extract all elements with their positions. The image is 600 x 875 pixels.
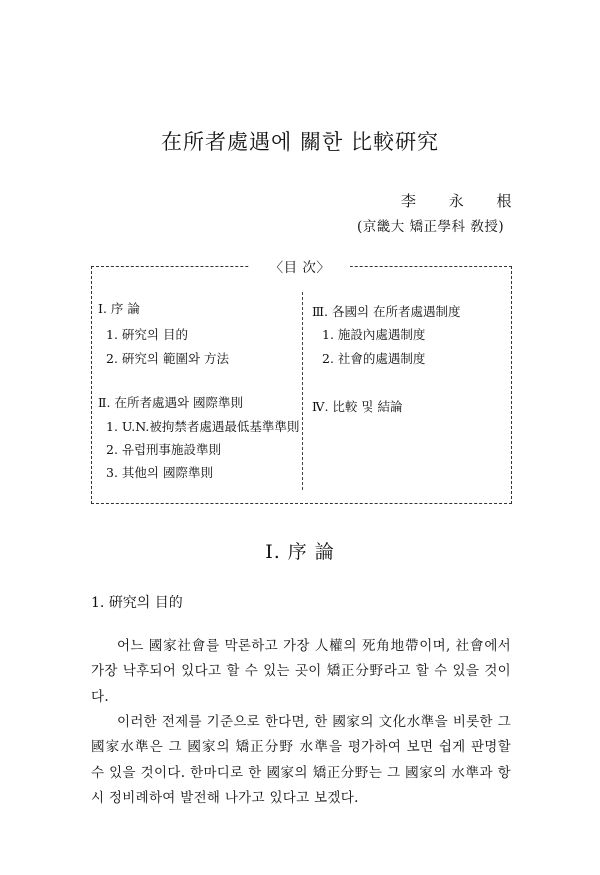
toc-item: 3. 其他의 國際準則 <box>106 465 213 480</box>
section-heading: Ⅰ. 序 論 <box>265 541 335 563</box>
subsection-heading: 1. 硏究의 目的 <box>91 595 183 611</box>
paragraph-text: 어느 國家社會를 막론하고 가장 人權의 死角地帶이며, 社會에서 가장 낙후되어 있다고 할 수 있는 곳이 矯正分野라고 할 수 있을 것이다. <box>91 638 511 705</box>
toc-item: Ⅲ. 各國의 在所者處遇制度 <box>312 304 461 319</box>
toc-divider <box>302 292 303 490</box>
toc-item: Ⅱ. 在所者處遇와 國際準則 <box>98 395 243 410</box>
toc-item: Ⅰ. 序 論 <box>98 301 140 316</box>
toc-item: Ⅳ. 比較 및 結論 <box>312 399 403 414</box>
paragraph-text: 이러한 전제를 기준으로 한다면, 한 國家의 文化水準을 비롯한 그 國家水準은 그 國家의 矯正分野 水準을 평가하여 보면 쉽게 판명할 수 있을 것이다. 한마디로 한 國家의 矯正分野는 그 國家의 水準과 항시 정비례하여 발전해 나가고 있다고 보겠다. <box>91 714 511 806</box>
toc-item: 1. 施設內處遇制度 <box>322 327 426 342</box>
author-affiliation: (京畿大 矯正學科 敎授) <box>357 219 505 235</box>
author-name: 李 永 根 <box>401 192 526 210</box>
body-paragraph <box>91 634 511 710</box>
toc-item: 2. 硏究의 範圍와 方法 <box>106 351 229 366</box>
toc-item: 2. 유럽刑事施設準則 <box>106 442 222 457</box>
toc-item: 2. 社會的處遇制度 <box>322 351 426 366</box>
body-paragraph <box>91 710 511 811</box>
toc-item: 1. U.N.被拘禁者處遇最低基準準則 <box>106 419 300 434</box>
toc-heading: 〈目 次〉 <box>250 256 350 276</box>
toc-item: 1. 硏究의 目的 <box>106 327 188 342</box>
paper-title: 在所者處遇에 關한 比較硏究 <box>161 130 439 154</box>
